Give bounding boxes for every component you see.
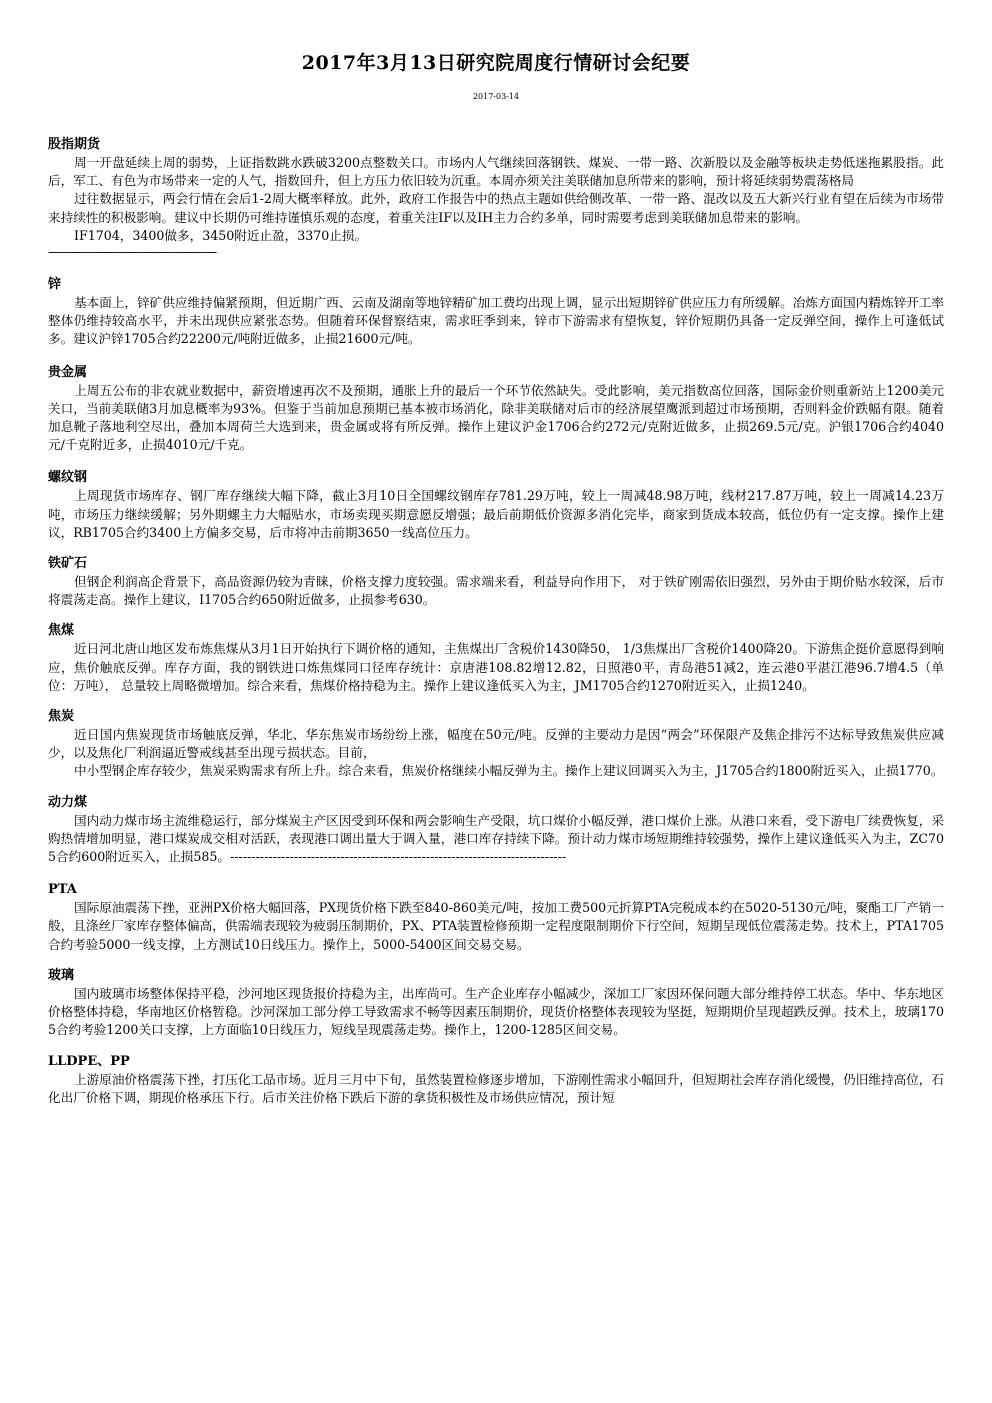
section-heading: LLDPE、PP bbox=[48, 1053, 130, 1069]
section-divider: ------------------------------------------------------- bbox=[48, 245, 217, 260]
section-heading: 股指期货 bbox=[48, 137, 101, 152]
document-date: 2017-03-14 bbox=[472, 92, 520, 101]
section-thermal-coal bbox=[48, 793, 944, 867]
section-coking-coal bbox=[48, 621, 944, 695]
section-heading: 玻璃 bbox=[48, 967, 75, 983]
section-paragraph: 中小型钢企库存较少，焦炭采购需求有所上升。综合来看，焦炭价格继续小幅反弹为主。操作上建议回调买入为主，J1705合约1800附近买入，止损1770。 bbox=[74, 763, 944, 779]
section-glass bbox=[48, 966, 944, 1040]
section-lldpe-pp bbox=[48, 1052, 944, 1107]
section-rebar bbox=[48, 468, 944, 542]
section-heading: 焦煤 bbox=[48, 623, 75, 639]
section-paragraph: 过往数据显示，两会行情在会后1-2周大概率释放。此外，政府工作报告中的热点主题如供给侧改革、一带一路、混改以及五大新兴行业有望在后续为市场带来持续性的积极影响。建议中长期仍可维持谨慎乐观的态度，着重关注IF以及IH主力合约多单，同时需要考虑到美联储加息带来的影响。 bbox=[48, 191, 944, 225]
section-paragraph: 国内动力煤市场主流维稳运行，部分煤炭主产区因受到环保和两会影响生产受限，坑口煤价小幅反弹，港口煤价上涨。从港口来看，受下游电厂续费恢复，采购热情增加明显，港口煤炭成交相对活跃，表现港口调出量大于调入量，港口库存持续下降。预计动力煤市场短期维持较强势，操作上建议逢低买入为主，ZC705合约600附近买入，止损585。------------------------------------------------------------------------------- bbox=[48, 812, 944, 865]
section-paragraph: IF1704，3400做多，3450附近止盈，3370止损。 bbox=[74, 227, 368, 243]
section-paragraph: 国内玻璃市场整体保持平稳，沙河地区现货报价持稳为主，出库尚可。生产企业库存小幅减少，深加工厂家因环保问题大部分维持停工状态。华中、华东地区价格整体持稳，华南地区价格暂稳。沙河深加工部分停工导致需求不畅等因素压制期价，现货价格整体表现较为坚挺，短期期价呈现超跌反弹。技术上，玻璃1705合约考验1200关口支撑，上方面临10日线压力，短线呈现震荡走势。操作上，1200-1285区间交易。 bbox=[48, 985, 944, 1038]
section-paragraph: 近日河北唐山地区发布炼焦煤从3月1日开始执行下调价格的通知，主焦煤出厂含税价1430降50， 1/3焦煤出厂含税价1400降20。下游焦企挺价意愿得到响应，焦价触底反弹。库存方面，我的钢铁进口炼焦煤同口径库存统计：京唐港108.82增12.82，日照港0平，青岛港51减2，连云港0平湛江港96.7增4.5（单位：万吨）， 总量较上周略微增加。综合来看，焦煤价格持稳为主。操作上建议逢低买入为主，JM1705合约1270附近买入，止损1240。 bbox=[48, 641, 944, 693]
section-paragraph: 上游原油价格震荡下挫，打压化工品市场。近月三月中下旬，虽然装置检修逐步增加，下游刚性需求小幅回升，但短期社会库存消化缓慢，仍旧维持高位，石化出厂价格下调，期现价格承压下行。后市关注价格下跌后下游的拿货积极性及市场供应情况，预计短 bbox=[48, 1071, 944, 1105]
section-paragraph: 近日国内焦炭现货市场触底反弹，华北、华东焦炭市场纷纷上涨，幅度在50元/吨。反弹的主要动力是因“两会”环保限产及焦企排污不达标导致焦炭供应减少，以及焦化厂利润逼近警戒线甚至出现亏损状态。目前， bbox=[48, 727, 944, 761]
section-paragraph: 上周现货市场库存、钢厂库存继续大幅下降，截止3月10日全国螺纹钢库存781.29万吨，较上一周减48.98万吨，线材217.87万吨，较上一周减14.23万吨，市场压力继续缓解；另外期螺主力大幅贴水，市场卖现买期意愿反增强；最后前期低价资源多消化完毕，商家到货成本较高，低位仍有一定支撑。操作上建议，RB1705合约3400上方偏多交易，后市将冲击前期3650一线高位压力。 bbox=[48, 488, 944, 540]
section-stock-index-futures bbox=[48, 135, 944, 259]
section-precious-metals bbox=[48, 363, 944, 455]
section-heading: 动力煤 bbox=[48, 794, 88, 810]
section-heading: 焦炭 bbox=[48, 709, 75, 725]
section-heading: 锌 bbox=[48, 277, 62, 293]
document-title: 2017年3月13日研究院周度行情研讨会纪要 bbox=[301, 52, 691, 74]
section-heading: 贵金属 bbox=[48, 364, 88, 380]
section-coke bbox=[48, 707, 944, 781]
section-iron-ore bbox=[48, 554, 944, 609]
section-pta bbox=[48, 880, 944, 954]
section-paragraph: 周一开盘延续上周的弱势，上证指数跳水跌破3200点整数关口。市场内人气继续回落钢铁、煤炭、一带一路、次新股以及金融等板块走势低迷拖累股指。此后，军工、有色为市场带来一定的人气，指数回升，但上方压力依旧较为沉重。本周亦须关注美联储加息所带来的影响，预计将延续弱势震荡格局 bbox=[48, 155, 944, 189]
section-heading: 螺纹钢 bbox=[48, 470, 88, 486]
section-zinc bbox=[48, 275, 944, 349]
section-paragraph: 但钢企利润高企背景下，高品资源仍较为青睐，价格支撑力度较强。需求端来看，利益导向作用下， 对于铁矿刚需依旧强烈，另外由于期价贴水较深，后市将震荡走高。操作上建议，I1705合约650附近做多，止损参考630。 bbox=[48, 574, 944, 608]
section-paragraph: 基本面上，锌矿供应维持偏紧预期，但近期广西、云南及湖南等地锌精矿加工费均出现上调，显示出短期锌矿供应压力有所缓解。冶炼方面国内精炼锌开工率整体仍维持较高水平，并未出现供应紧张态势。但随着环保督察结束，需求旺季到来，锌市下游需求有望恢复，锌价短期仍具备一定反弹空间，操作上可逢低试多。建议沪锌1705合约22200元/吨附近做多，止损21600元/吨。 bbox=[48, 295, 944, 347]
document-body bbox=[48, 135, 944, 1107]
section-heading: 铁矿石 bbox=[48, 556, 88, 572]
section-paragraph: 国际原油震荡下挫，亚洲PX价格大幅回落，PX现货价格下跌至840-860美元/吨，按加工费500元折算PTA完税成本约在5020-5130元/吨，聚酯工厂产销一般，且涤丝厂家库存整体偏高，供需端表现较为疲弱压制期价，PX、PTA装置检修预期一定程度限制期价下行空间，短期呈现低位震荡走势。技术上，PTA1705合约考验5000一线支撑，上方测试10日线压力。操作上，5000-5400区间交易交易。 bbox=[48, 900, 944, 952]
section-heading: PTA bbox=[48, 882, 77, 898]
section-paragraph: 上周五公布的非农就业数据中，薪资增速再次不及预期，通胀上升的最后一个环节依然缺失。受此影响，美元指数高位回落，国际金价则重新站上1200美元关口，当前美联储3月加息概率为93%。但鉴于当前加息预期已基本被市场消化，除非美联储对后市的经济展望鹰派到超过市场预期，否则料金价跌幅有限。随着加息靴子落地利空尽出，叠加本周荷兰大选到来，贵金属或将有所反弹。操作上建议沪金1706合约272元/克附近做多，止损269.5元/克。沪银1706合约4040元/千克附近多，止损4010元/千克。 bbox=[48, 382, 944, 453]
